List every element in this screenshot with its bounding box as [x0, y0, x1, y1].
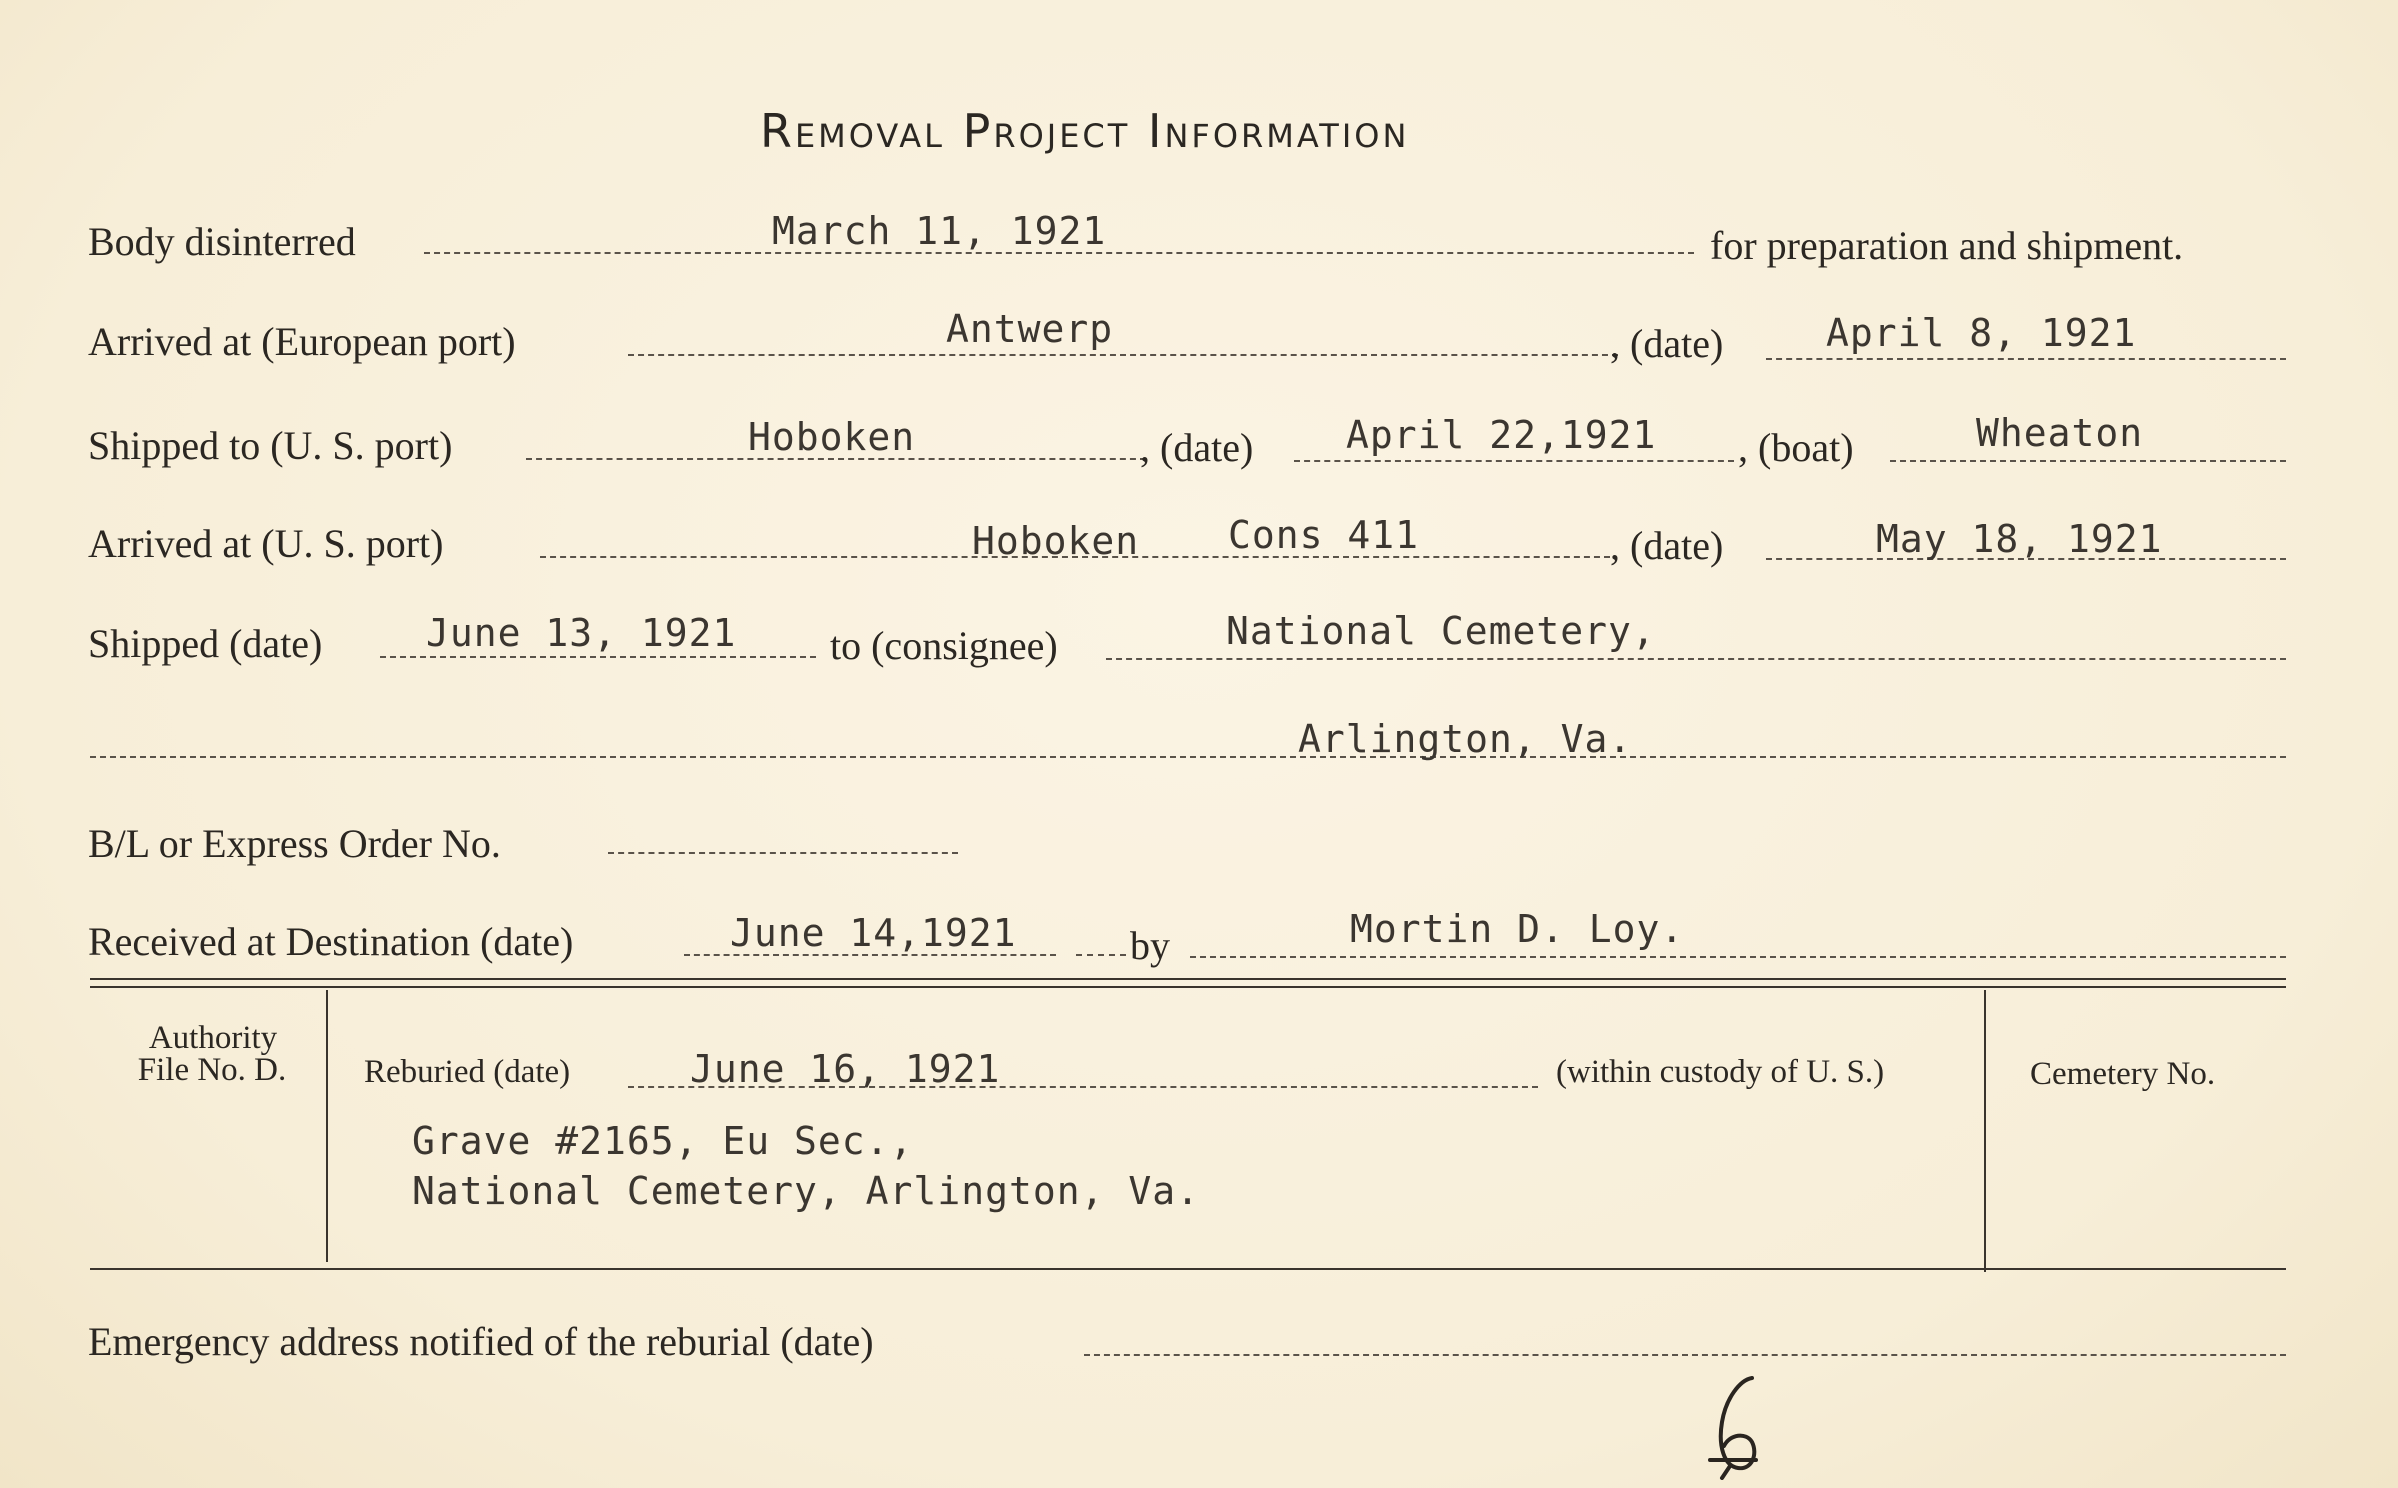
shipped-date-line	[380, 656, 816, 658]
european-date-label: , (date)	[1610, 321, 1724, 366]
box-divider-right	[1984, 990, 1986, 1272]
box-top-rule-2	[90, 986, 2286, 988]
bl-line	[608, 852, 958, 854]
shipped-us-date-value: April 22,1921	[1346, 413, 1657, 457]
emergency-line	[1084, 1354, 2286, 1356]
grave-line-2: National Cemetery, Arlington, Va.	[412, 1169, 1200, 1213]
authority-label-line1: Authority	[148, 1020, 278, 1056]
received-by-lead-line	[1076, 954, 1126, 956]
bl-label: B/L or Express Order No.	[88, 821, 501, 866]
shipped-us-label: Shipped to (U. S. port)	[88, 423, 453, 468]
shipped-us-date-label: , (date)	[1140, 425, 1254, 470]
received-by-label: by	[1130, 923, 1170, 968]
disinterred-date: March 11, 1921	[772, 209, 1107, 253]
disinterred-suffix: for preparation and shipment.	[1710, 223, 2184, 268]
arrived-us-date-label: , (date)	[1610, 523, 1724, 568]
page-title: Removal Project Information	[760, 104, 1410, 158]
consignee-line-2	[90, 756, 2286, 758]
box-bottom-rule	[90, 1268, 2286, 1270]
grave-line-1: Grave #2165, Eu Sec.,	[412, 1119, 914, 1163]
custody-note: (within custody of U. S.)	[1556, 1054, 1885, 1090]
handwritten-mark-icon	[1700, 1370, 1770, 1480]
shipped-us-boat-line	[1890, 460, 2286, 462]
box-top-rule-1	[90, 978, 2286, 980]
shipped-us-port-value: Hoboken	[748, 415, 916, 459]
shipped-us-boat-value: Wheaton	[1976, 411, 2144, 455]
reburied-date: June 16, 1921	[690, 1047, 1001, 1091]
shipped-us-boat-label: , (boat)	[1738, 425, 1854, 470]
received-date-value: June 14,1921	[730, 911, 1017, 955]
consignee-line	[1106, 658, 2286, 660]
cemetery-number-label: Cemetery No.	[2030, 1056, 2216, 1092]
european-port-label: Arrived at (European port)	[88, 319, 516, 364]
shipped-date-value: June 13, 1921	[426, 611, 737, 655]
authority-label-line2: File No. D.	[137, 1052, 287, 1088]
arrived-us-label: Arrived at (U. S. port)	[88, 521, 444, 566]
shipped-date-label: Shipped (date)	[88, 621, 323, 666]
consignee-label: to (consignee)	[830, 623, 1058, 668]
european-port-value: Antwerp	[946, 307, 1114, 351]
disinterred-label: Body disinterred	[88, 219, 356, 264]
received-by-line	[1190, 956, 2286, 958]
box-divider-left	[326, 990, 328, 1262]
reburied-label: Reburied (date)	[364, 1054, 571, 1090]
emergency-label: Emergency address notified of the reburial (date)	[88, 1319, 874, 1364]
european-port-line	[628, 354, 1618, 356]
arrived-us-date-value: May 18, 1921	[1876, 517, 2163, 561]
consignee-value-line2: Arlington, Va.	[1298, 717, 1633, 761]
consignee-value: National Cemetery,	[1226, 609, 1656, 653]
received-label: Received at Destination (date)	[88, 919, 574, 964]
arrived-us-port-value: Hoboken	[972, 519, 1140, 563]
received-by-value: Mortin D. Loy.	[1350, 907, 1685, 951]
shipped-us-date-line	[1294, 460, 1734, 462]
european-date-value: April 8, 1921	[1826, 311, 2137, 355]
european-date-line	[1766, 358, 2286, 360]
arrived-us-consignment: Cons 411	[1228, 513, 1420, 557]
